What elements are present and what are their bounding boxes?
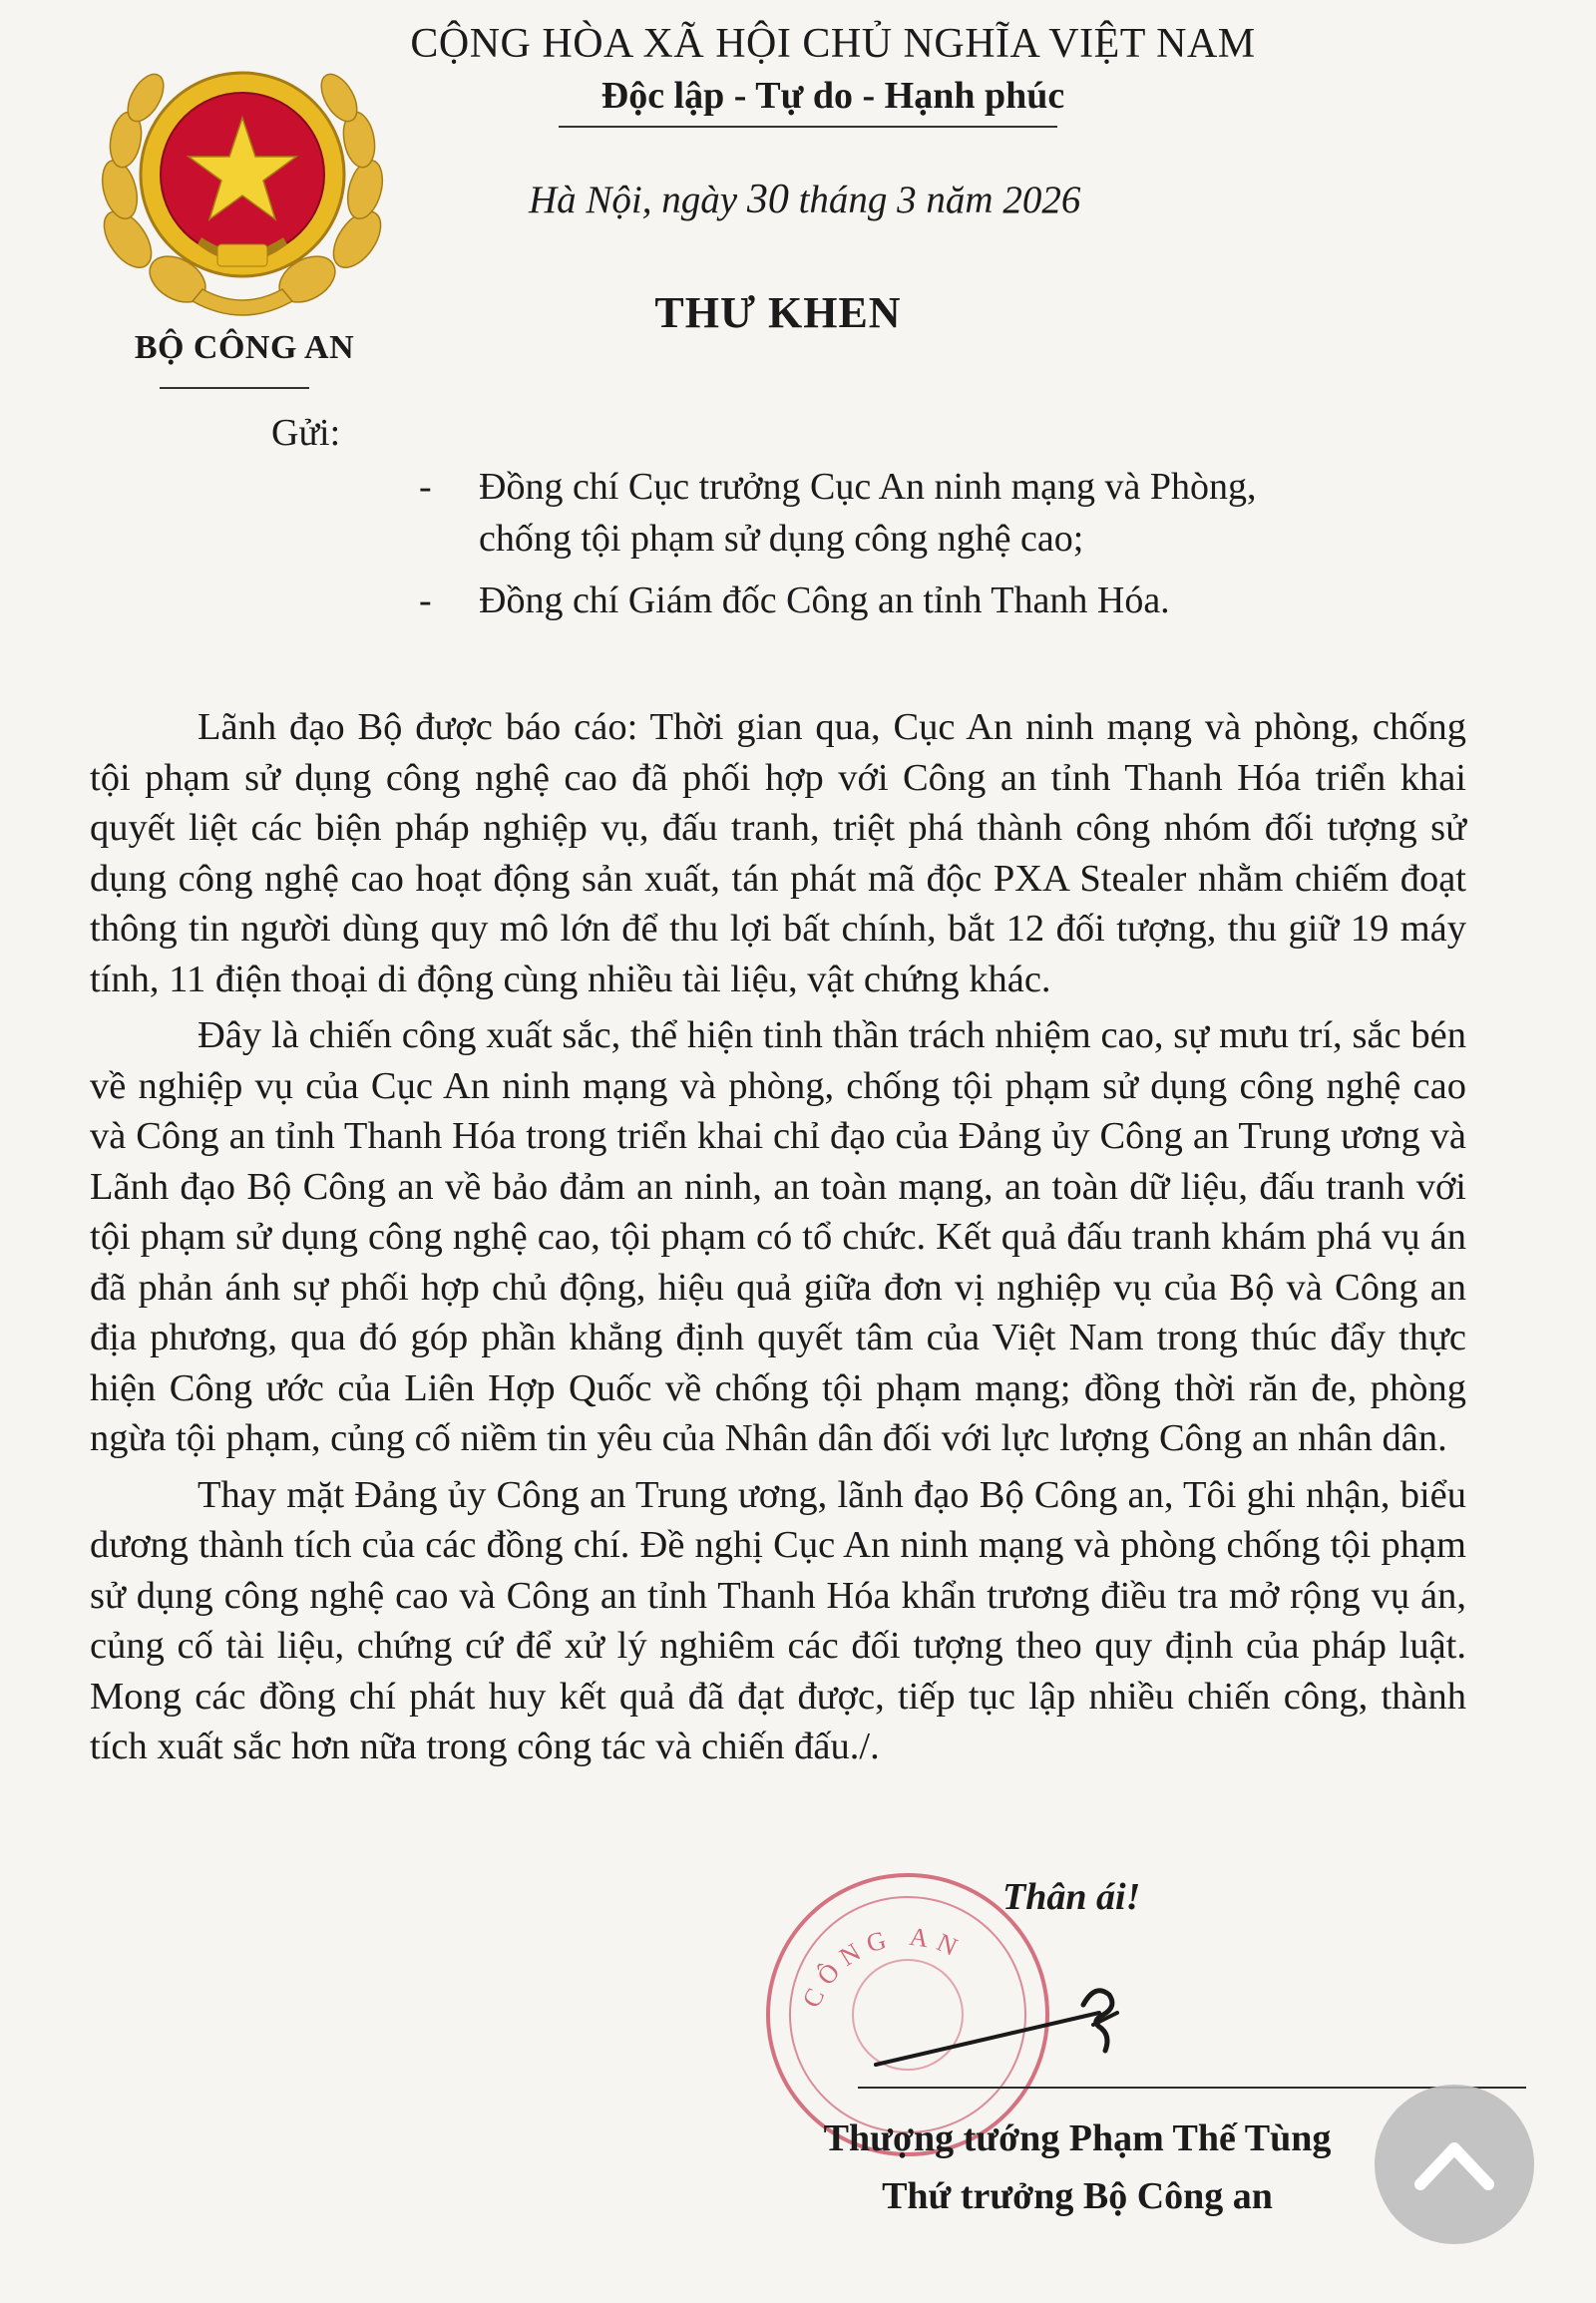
closing-salutation: Thân ái! <box>1002 1876 1141 1918</box>
recipient-item <box>419 575 1337 626</box>
ministry-name: BỘ CÔNG AN <box>134 329 355 366</box>
date-suffix: tháng 3 năm 2026 <box>798 179 1081 221</box>
recipients-list <box>419 461 1337 626</box>
handwritten-signature <box>868 1955 1137 2075</box>
nation-title: CỘNG HÒA XÃ HỘI CHỦ NGHĨA VIỆT NAM <box>410 21 1256 67</box>
date-line <box>529 176 1227 223</box>
date-prefix: Hà Nội, ngày <box>529 179 738 221</box>
ministry-underline <box>160 387 309 389</box>
body-paragraph: Đây là chiến công xuất sắc, thể hiện tinh thần trách nhiệm cao, sự mưu trí, sắc bén về nghiệp vụ của Cục An ninh mạng và phòng, chống tội phạm sử dụng công nghệ cao và Công an tỉnh Thanh Hóa trong triển khai chỉ đạo của Đảng ủy Công an Trung ương và Lãnh đạo Bộ Công an về bảo đảm an ninh, an toàn mạng, an toàn dữ liệu, đấu tranh với tội phạm sử dụng công nghệ cao, tội phạm có tổ chức. Kết quả đấu tranh khám phá vụ án đã phản ánh sự phối hợp chủ động, hiệu quả giữa đơn vị nghiệp vụ của Bộ và Công an địa phương, qua đó góp phần khẳng định quyết tâm của Việt Nam trong thúc đẩy thực hiện Công ước của Liên Hợp Quốc về chống tội phạm mạng; đồng thời răn đe, phòng ngừa tội phạm, củng cố niềm tin yêu của Nhân dân đối với lực lượng Công an nhân dân. <box>90 1014 1466 1459</box>
letter-body <box>90 702 1466 1778</box>
date-day: 30 <box>746 177 789 222</box>
list-dash: - <box>419 466 432 508</box>
recipients-label: Gửi: <box>271 412 341 454</box>
motto-underline <box>559 126 1057 128</box>
signature-line <box>858 2087 1526 2089</box>
body-paragraph: Thay mặt Đảng ủy Công an Trung ương, lãnh đạo Bộ Công an, Tôi ghi nhận, biểu dương thành tích của các đồng chí. Đề nghị Cục An ninh mạng và phòng chống tội phạm sử dụng công nghệ cao và Công an tỉnh Thanh Hóa khẩn trương điều tra mở rộng vụ án, củng cố tài liệu, chứng cứ để xử lý nghiêm các đối tượng theo quy định của pháp luật. Mong các đồng chí phát huy kết quả đã đạt được, tiếp tục lập nhiều chiến công, thành tích xuất sắc hơn nữa trong công tác và chiến đấu./. <box>90 1473 1466 1767</box>
recipient-text: Đồng chí Cục trưởng Cục An ninh mạng và Phòng, chống tội phạm sử dụng công nghệ cao; <box>479 466 1257 560</box>
signer-position: Thứ trưởng Bộ Công an <box>882 2175 1273 2217</box>
recipient-item <box>419 461 1337 565</box>
document-title: THƯ KHEN <box>654 288 902 337</box>
body-paragraph: Lãnh đạo Bộ được báo cáo: Thời gian qua, Cục An ninh mạng và phòng, chống tội phạm sử dụng công nghệ cao đã phối hợp với Công an tỉnh Thanh Hóa triển khai quyết liệt các biện pháp nghiệp vụ, đấu tranh, triệt phá thành công nhóm đối tượng sử dụng công nghệ cao hoạt động sản xuất, tán phát mã độc PXA Stealer nhằm chiếm đoạt thông tin người dùng quy mô lớn để thu lợi bất chính, bắt 12 đối tượng, thu giữ 19 máy tính, 11 điện thoại di động cùng nhiều tài liệu, vật chứng khác. <box>90 706 1466 1000</box>
stamp-text: CÔNG AN <box>796 1921 970 2013</box>
signer-name: Thượng tướng Phạm Thế Tùng <box>823 2117 1332 2159</box>
national-motto: Độc lập - Tự do - Hạnh phúc <box>600 75 1065 117</box>
chevron-up-icon <box>1412 2134 1496 2194</box>
list-dash: - <box>419 579 432 621</box>
scroll-to-top-button[interactable] <box>1375 2085 1534 2244</box>
recipient-text: Đồng chí Giám đốc Công an tỉnh Thanh Hóa. <box>479 579 1170 621</box>
